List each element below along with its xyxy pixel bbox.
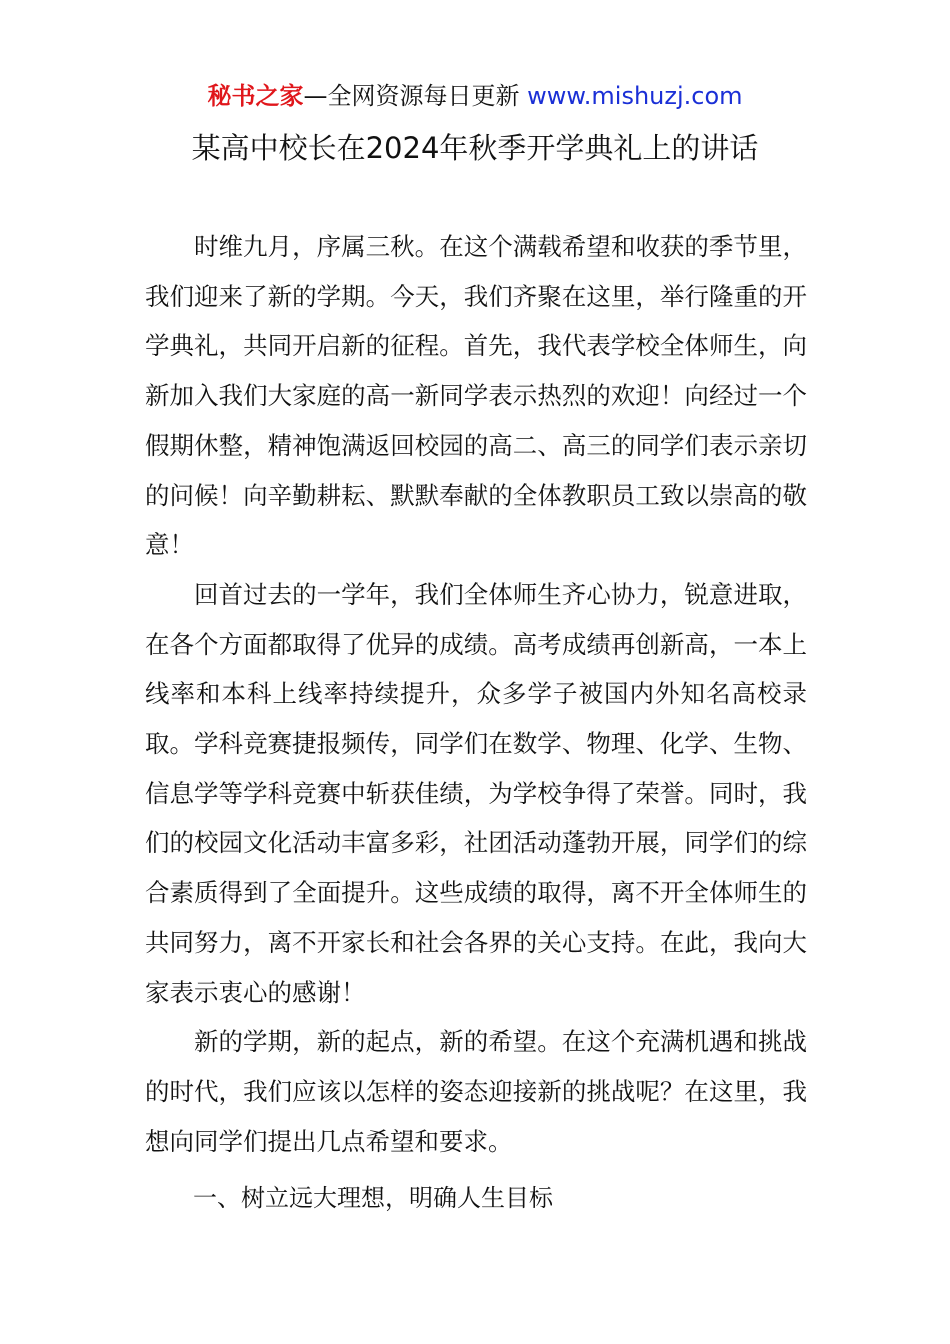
header-tagline: —全网资源每日更新 (303, 82, 520, 110)
brand-name: 秘书之家 (207, 82, 304, 110)
section-heading-1: 一、树立远大理想，明确人生目标 (193, 1184, 553, 1213)
paragraph-1: 时维九月，序属三秋。在这个满载希望和收获的季节里，我们迎来了新的学期。今天，我们齐聚在这里，举行隆重的开学典礼，共同开启新的征程。首先，我代表学校全体师生，向新加入我们大家庭的高一新同学表示热烈的欢迎！向经过一个假期休整，精神饱满返回校园的高二、高三的同学们表示亲切的问候！向辛勤耕耘、默默奉献的全体教职员工致以崇高的敬意！ (145, 232, 807, 560)
site-header (0, 78, 950, 114)
site-url-link[interactable]: www.mishuzj.com (527, 82, 743, 110)
document-title: 某高中校长在2024年秋季开学典礼上的讲话 (191, 131, 759, 165)
document-body (145, 222, 807, 1220)
paragraph-2: 回首过去的一学年，我们全体师生齐心协力，锐意进取，在各个方面都取得了优异的成绩。高考成绩再创新高，一本上线率和本科上线率持续提升，众多学子被国内外知名高校录取。学科竞赛捷报频传，同学们在数学、物理、化学、生物、信息学等学科竞赛中斩获佳绩，为学校争得了荣誉。同时，我们的校园文化活动丰富多彩，社团活动蓬勃开展，同学们的综合素质得到了全面提升。这些成绩的取得，离不开全体师生的共同努力，离不开家长和社会各界的关心支持。在此，我向大家表示衷心的感谢！ (145, 579, 807, 1007)
paragraph-3: 新的学期，新的起点，新的希望。在这个充满机遇和挑战的时代，我们应该以怎样的姿态迎接新的挑战呢？在这里，我想向同学们提出几点希望和要求。 (145, 1027, 807, 1156)
